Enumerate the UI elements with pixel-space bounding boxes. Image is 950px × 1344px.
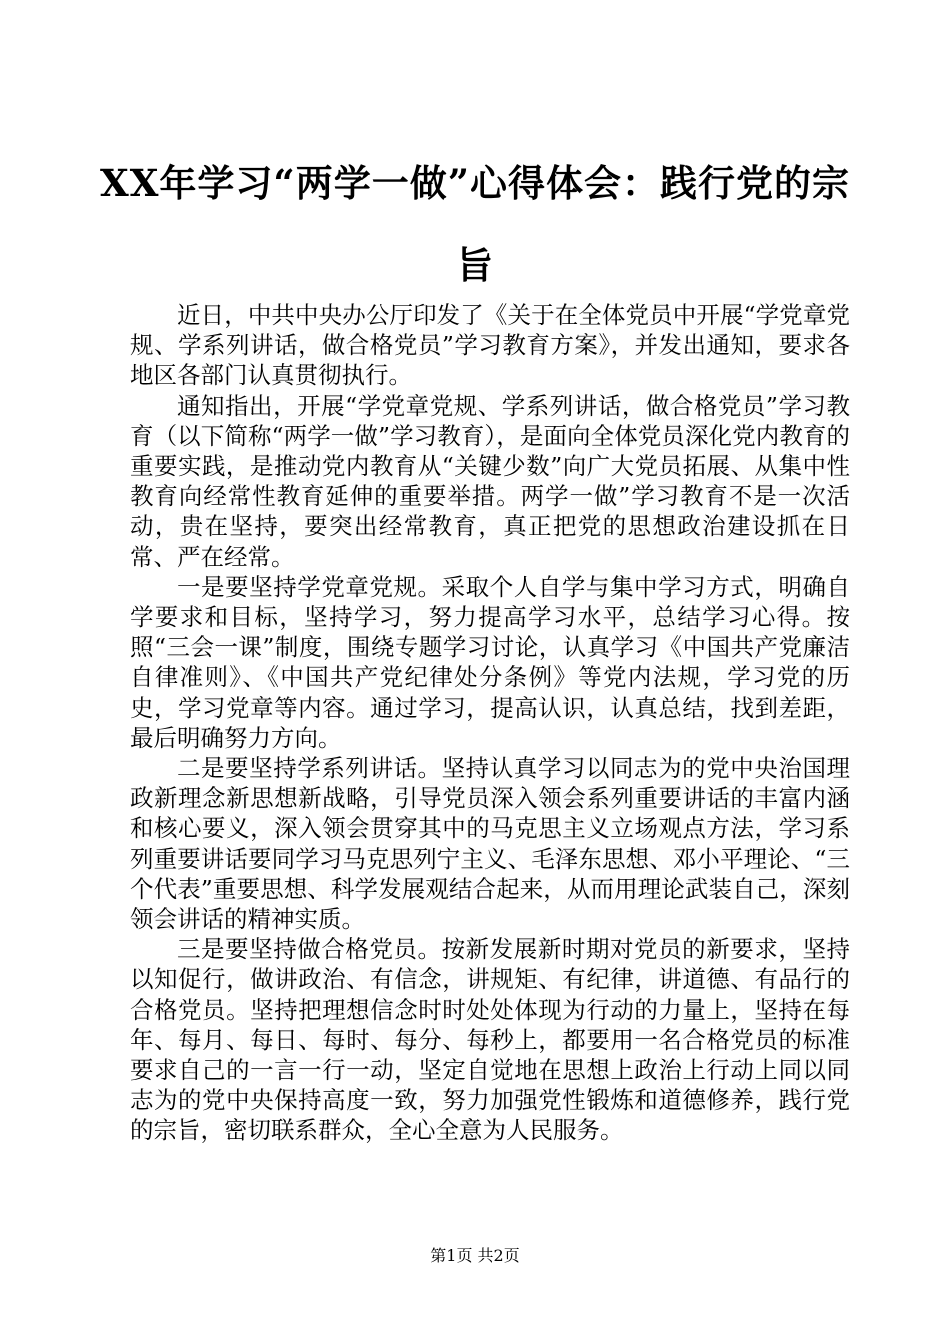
paragraph-point-two: 二是要坚持学系列讲话。坚持认真学习以同志为的党中央治国理政新理念新思想新战略，引导党员深入领会系列重要讲话的丰富内涵和核心要义，深入领会贯穿其中的马克思主义立场观点方法，学习系列重要讲话要同学习马克思列宁主义、毛泽东思想、邓小平理论、“三个代表”重要思想、科学发展观结合起来，从而用理论武装自己，深刻领会讲话的精神实质。 bbox=[130, 754, 850, 934]
page-number-footer: 第1页 共2页 bbox=[430, 1246, 520, 1265]
document-body bbox=[130, 300, 850, 1146]
document-title: XX年学习“两学一做”心得体会：践行党的宗旨 bbox=[100, 161, 850, 287]
paragraph-point-one: 一是要坚持学党章党规。采取个人自学与集中学习方式，明确自学要求和目标，坚持学习，努力提高学习水平，总结学习心得。按照“三会一课”制度，围绕专题学习讨论，认真学习《中国共产党廉洁自律准则》、《中国共产党纪律处分条例》等党内法规，学习党的历史，学习党章等内容。通过学习，提高认识，认真总结，找到差距，最后明确努力方向。 bbox=[130, 572, 850, 752]
paragraph-notice: 通知指出，开展“学党章党规、学系列讲话，做合格党员”学习教育（以下简称“两学一做”学习教育），是面向全体党员深化党内教育的重要实践，是推动党内教育从“关键少数”向广大党员拓展、从集中性教育向经常性教育延伸的重要举措。两学一做”学习教育不是一次活动，贵在坚持，要突出经常教育，真正把党的思想政治建设抓在日常、严在经常。 bbox=[130, 391, 850, 571]
paragraph-intro: 近日，中共中央办公厅印发了《关于在全体党员中开展“学党章党规、学系列讲话，做合格党员”学习教育方案》，并发出通知，要求各地区各部门认真贯彻执行。 bbox=[130, 301, 850, 390]
paragraph-point-three: 三是要坚持做合格党员。按新发展新时期对党员的新要求，坚持以知促行，做讲政治、有信念，讲规矩、有纪律，讲道德、有品行的合格党员。坚持把理想信念时时处处体现为行动的力量上，坚持在每年、每月、每日、每时、每分、每秒上，都要用一名合格党员的标准要求自己的一言一行一动，坚定自觉地在思想上政治上行动上同以同志为的党中央保持高度一致，努力加强党性锻炼和道德修养，践行党的宗旨，密切联系群众，全心全意为人民服务。 bbox=[130, 935, 850, 1145]
